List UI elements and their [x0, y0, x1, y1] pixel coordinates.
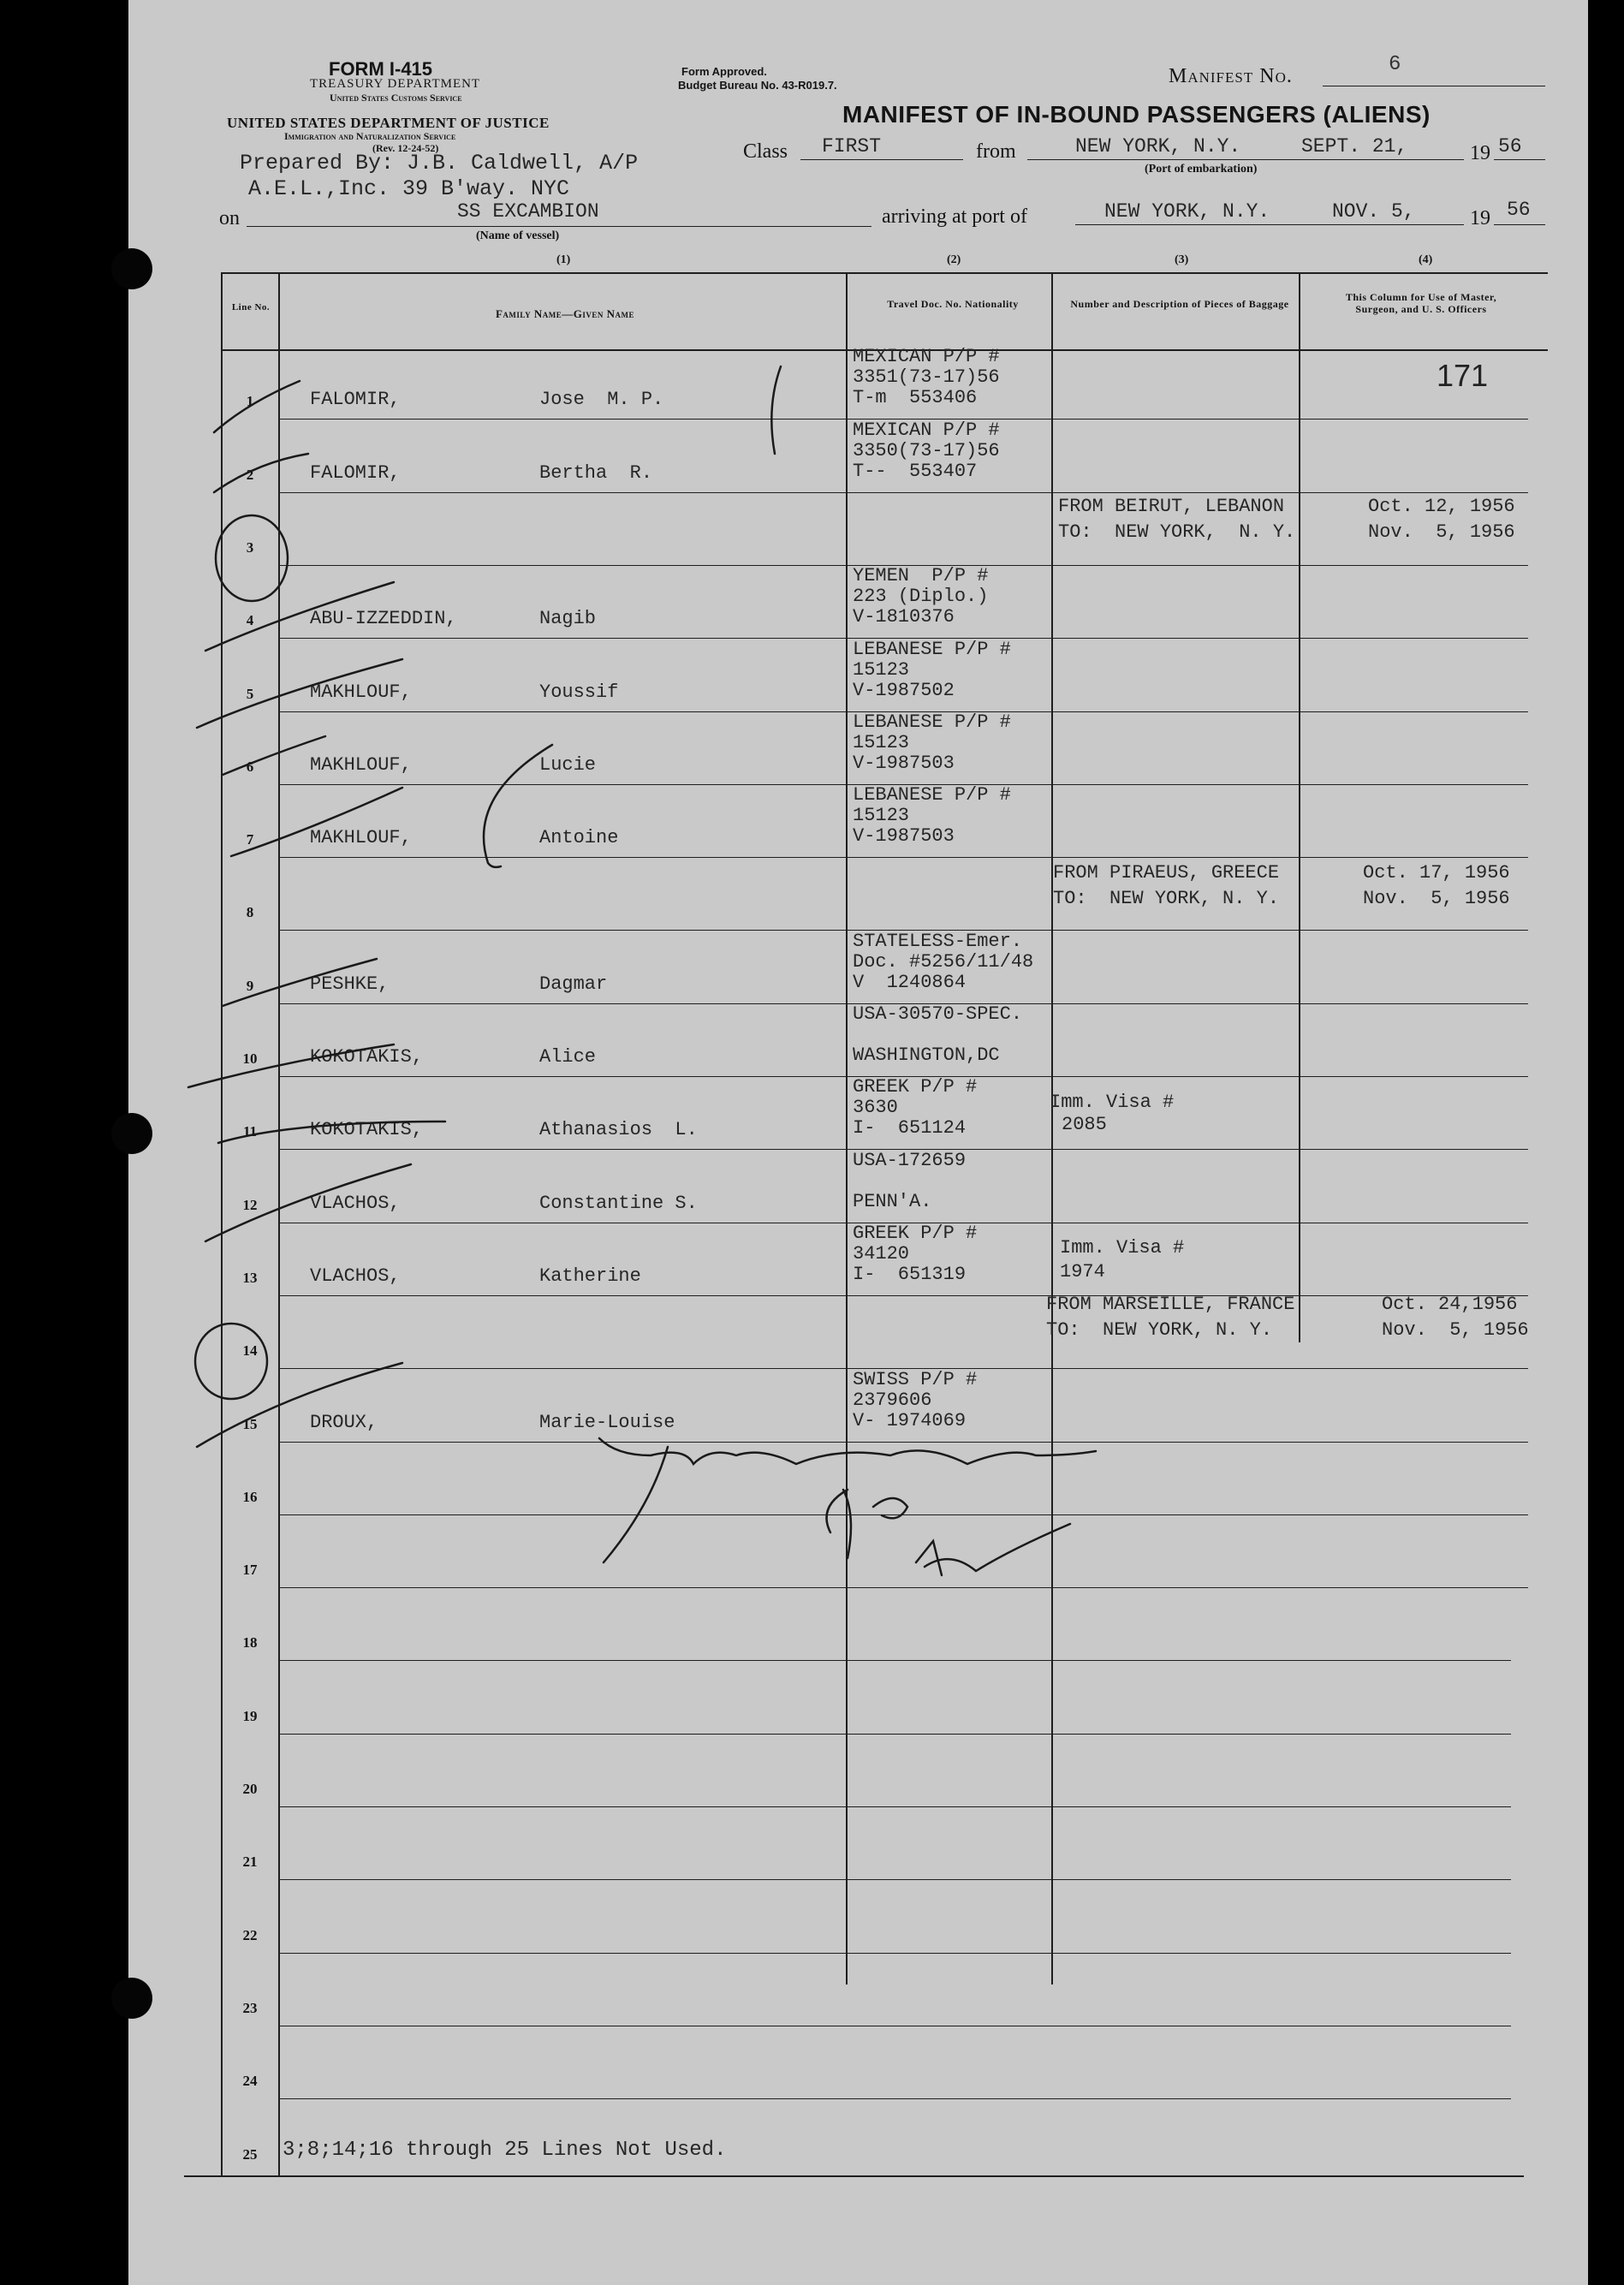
route-3-date-from: Oct. 24,1956 — [1382, 1294, 1518, 1315]
line-number: 21 — [242, 1854, 258, 1870]
line-number: 9 — [246, 978, 254, 994]
route-2-date-from: Oct. 17, 1956 — [1363, 862, 1510, 884]
line-number: 12 — [242, 1197, 258, 1213]
row-divider — [278, 1442, 1528, 1443]
arriving-label: arriving at port of — [882, 205, 1027, 228]
arrival-port: NEW YORK, N.Y. — [1104, 200, 1270, 223]
line-number: 15 — [242, 1416, 258, 1432]
visa-number-1: 2085 — [1062, 1114, 1107, 1135]
from-port: NEW YORK, N.Y. — [1075, 135, 1241, 158]
passenger-family-name: ABU-IZZEDDIN, — [310, 608, 457, 629]
line-number: 11 — [242, 1123, 258, 1140]
line-number: 5 — [246, 686, 254, 702]
line-number: 14 — [242, 1342, 258, 1359]
class-label: Class — [743, 140, 788, 163]
passenger-family-name: KOKOTAKIS, — [310, 1119, 424, 1140]
passenger-given-name: Jose M. P. — [539, 389, 664, 410]
baggage-header: Number and Description of Pieces of Baggage — [1070, 298, 1289, 310]
row-divider — [278, 1734, 1511, 1735]
passenger-travel-document: USA-172659 PENN'A. — [853, 1150, 967, 1212]
passenger-given-name: Athanasios L. — [539, 1119, 698, 1140]
passenger-given-name: Lucie — [539, 754, 597, 776]
approval-line-1: Form Approved. — [681, 65, 767, 78]
passenger-family-name: MAKHLOUF, — [310, 827, 412, 848]
passenger-given-name: Dagmar — [539, 973, 608, 995]
visa-label-1: Imm. Visa # — [1050, 1092, 1175, 1113]
passenger-family-name: MAKHLOUF, — [310, 754, 412, 776]
passenger-family-name: KOKOTAKIS, — [310, 1046, 424, 1068]
line-number: 4 — [246, 612, 254, 628]
agent: A.E.L.,Inc. 39 B'way. NYC — [248, 176, 570, 201]
binder-hole-top — [111, 248, 152, 289]
passenger-family-name: FALOMIR, — [310, 389, 401, 410]
route-3-to: TO: NEW YORK, N. Y. — [1046, 1319, 1273, 1341]
route-2-to: TO: NEW YORK, N. Y. — [1053, 888, 1280, 909]
approval-line-2: Budget Bureau No. 43-R019.7. — [678, 79, 837, 92]
visa-number-2: 1974 — [1060, 1261, 1105, 1282]
from-year-prefix: 19 — [1470, 142, 1490, 164]
passenger-given-name: Katherine — [539, 1265, 641, 1287]
passenger-travel-document: YEMEN P/P # 223 (Diplo.) V-1810376 — [853, 565, 989, 628]
passenger-family-name: VLACHOS, — [310, 1193, 401, 1214]
binder-hole-middle — [111, 1113, 152, 1154]
passenger-travel-document: USA-30570-SPEC. WASHINGTON,DC — [853, 1003, 1023, 1066]
passenger-given-name: Nagib — [539, 608, 597, 629]
passenger-travel-document: MEXICAN P/P # 3351(73-17)56 T-m 553406 — [853, 346, 1000, 408]
passenger-given-name: Bertha R. — [539, 462, 653, 484]
column-number-4: (4) — [1419, 253, 1433, 266]
line-number: 7 — [246, 831, 254, 848]
row-divider — [278, 2098, 1511, 2099]
route-1-date-from: Oct. 12, 1956 — [1368, 496, 1515, 517]
footer-note: 3;8;14;16 through 25 Lines Not Used. — [283, 2139, 727, 2162]
passenger-travel-document: LEBANESE P/P # 15123 V-1987503 — [853, 784, 1011, 847]
line-number: 20 — [242, 1781, 258, 1797]
arrival-date: NOV. 5, — [1332, 200, 1415, 223]
from-date: SEPT. 21, — [1301, 135, 1408, 158]
manifest-page — [128, 0, 1588, 2285]
visa-label-2: Imm. Visa # — [1060, 1237, 1185, 1259]
row-divider — [278, 492, 1528, 493]
passenger-family-name: PESHKE, — [310, 973, 390, 995]
manifest-no: 6 — [1389, 53, 1401, 76]
arrival-year: 56 — [1507, 199, 1531, 221]
from-year: 56 — [1498, 135, 1522, 158]
prepared-by: Prepared By: J.B. Caldwell, A/P — [240, 151, 639, 176]
column-number-2: (2) — [947, 253, 961, 266]
passenger-family-name: DROUX, — [310, 1412, 378, 1433]
manifest-title: MANIFEST OF IN-BOUND PASSENGERS (ALIENS) — [842, 101, 1431, 128]
ins: Immigration and Naturalization Service — [284, 130, 456, 142]
line-number: 24 — [242, 2073, 258, 2089]
travel-doc-header: Travel Doc. No. Nationality — [887, 298, 1019, 310]
form-number: FORM I-415 — [329, 58, 433, 80]
passenger-travel-document: MEXICAN P/P # 3350(73-17)56 T-- 553407 — [853, 420, 1000, 482]
line-number: 2 — [246, 467, 254, 483]
route-1-from: FROM BEIRUT, LEBANON — [1058, 496, 1285, 517]
route-3-date-to: Nov. 5, 1956 — [1382, 1319, 1529, 1341]
row-divider — [278, 1514, 1528, 1515]
revision: (Rev. 12-24-52) — [372, 142, 439, 154]
treasury-department: TREASURY DEPARTMENT — [310, 77, 481, 91]
passenger-travel-document: STATELESS-Emer. Doc. #5256/11/48 V 1240864 — [853, 931, 1034, 993]
vessel-caption: (Name of vessel) — [476, 229, 560, 242]
baggage-column-divider — [1051, 272, 1053, 1984]
row-divider — [278, 1879, 1511, 1880]
line-number: 17 — [242, 1562, 258, 1578]
passenger-given-name: Youssif — [539, 681, 619, 703]
passenger-travel-document: LEBANESE P/P # 15123 V-1987503 — [853, 711, 1011, 774]
class-value: FIRST — [822, 135, 882, 158]
line-number: 23 — [242, 2000, 258, 2016]
row-divider — [278, 1295, 1528, 1296]
line-number: 6 — [246, 759, 254, 775]
from-label: from — [976, 140, 1016, 163]
binder-hole-bottom — [111, 1978, 152, 2019]
column-number-1: (1) — [556, 253, 571, 266]
passenger-travel-document: SWISS P/P # 2379606 V- 1974069 — [853, 1369, 978, 1431]
route-1-date-to: Nov. 5, 1956 — [1368, 521, 1515, 543]
doc-column-divider — [846, 272, 848, 1984]
column-number-3: (3) — [1175, 253, 1189, 266]
line-number: 1 — [246, 393, 254, 409]
line-number: 13 — [242, 1270, 258, 1286]
passenger-travel-document: GREEK P/P # 3630 I- 651124 — [853, 1076, 978, 1139]
passenger-family-name: MAKHLOUF, — [310, 681, 412, 703]
port-embarkation-caption: (Port of embarkation) — [1145, 163, 1258, 176]
route-2-date-to: Nov. 5, 1956 — [1363, 888, 1510, 909]
passenger-given-name: Marie-Louise — [539, 1412, 675, 1433]
passenger-given-name: Antoine — [539, 827, 619, 848]
passenger-travel-document: LEBANESE P/P # 15123 V-1987502 — [853, 639, 1011, 701]
passenger-family-name: FALOMIR, — [310, 462, 401, 484]
passenger-travel-document: GREEK P/P # 34120 I- 651319 — [853, 1223, 978, 1285]
officer-column-divider — [1299, 272, 1300, 1342]
passenger-family-name: VLACHOS, — [310, 1265, 401, 1287]
line-number: 10 — [242, 1050, 258, 1067]
customs-service: United States Customs Service — [330, 92, 462, 104]
line-number: 16 — [242, 1489, 258, 1505]
row-divider — [278, 1806, 1511, 1807]
arrival-year-prefix: 19 — [1470, 207, 1490, 229]
row-divider — [278, 1953, 1511, 1954]
route-1-to: TO: NEW YORK, N. Y. — [1058, 521, 1296, 543]
line-number: 19 — [242, 1708, 258, 1724]
officer-number: 171 — [1437, 358, 1489, 393]
row-divider — [278, 1660, 1511, 1661]
on-label: on — [219, 207, 240, 229]
line-number: 22 — [242, 1927, 258, 1943]
passenger-given-name: Constantine S. — [539, 1193, 698, 1214]
line-number: 18 — [242, 1634, 258, 1651]
manifest-no-label: Manifest No. — [1169, 65, 1293, 87]
line-number: 25 — [242, 2146, 258, 2163]
line-no-header: Line No. — [231, 302, 271, 312]
justice-department: UNITED STATES DEPARTMENT OF JUSTICE — [227, 115, 550, 131]
route-3-from: FROM MARSEILLE, FRANCE — [1046, 1294, 1295, 1315]
row-divider — [278, 857, 1528, 858]
line-number: 8 — [246, 904, 254, 920]
passenger-given-name: Alice — [539, 1046, 597, 1068]
row-divider — [278, 1587, 1528, 1588]
officers-header: This Column for Use of Master, Surgeon, and U. S. Officers — [1345, 291, 1497, 315]
line-number: 3 — [246, 539, 254, 556]
route-2-from: FROM PIRAEUS, GREECE — [1053, 862, 1280, 884]
name-header: Family Name—Given Name — [495, 307, 634, 320]
vessel-name: SS EXCAMBION — [457, 200, 599, 223]
